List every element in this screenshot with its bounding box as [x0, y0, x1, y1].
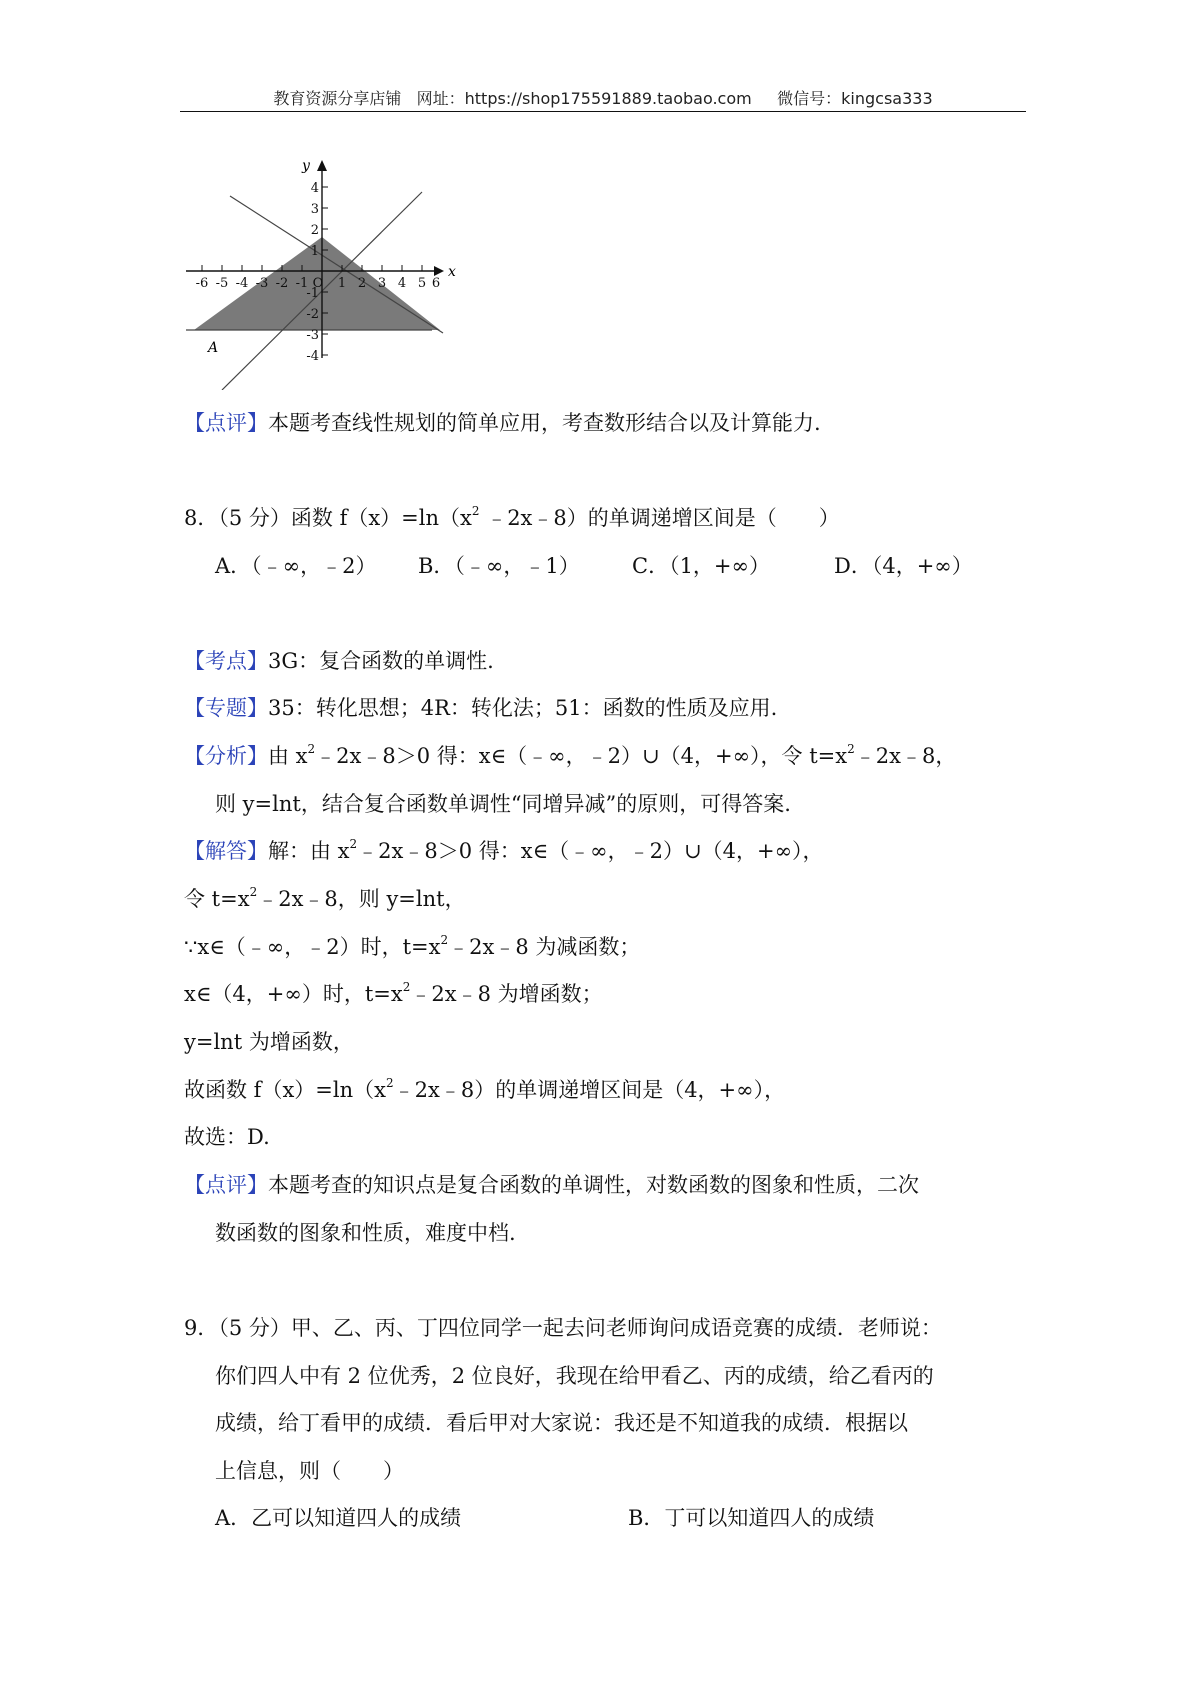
- y-tick-label: 2: [310, 223, 319, 238]
- fenxi-text: ﹣2x﹣8，: [854, 744, 957, 768]
- review-tag: 【点评】: [184, 411, 268, 435]
- solution-text: ﹣2x﹣8 为减函数；: [448, 935, 641, 959]
- q9-stem-line2: 你们四人中有 2 位优秀，2 位良好，我现在给甲看乙、丙的成绩，给乙看丙的: [215, 1364, 934, 1388]
- q9-stem-line1: 9．（5 分）甲、乙、丙、丁四位同学一起去问老师询问成语竞赛的成绩．老师说：: [184, 1316, 942, 1340]
- q8-answer: 故选：D.: [184, 1125, 270, 1149]
- q8-jieda: [184, 836, 824, 866]
- x-tick-label: -1: [295, 276, 309, 291]
- fenxi-text: 由 x: [268, 744, 308, 768]
- x-tick-label: -3: [255, 276, 269, 291]
- x-tick-label: -6: [195, 276, 209, 291]
- q8-option-b: B．（﹣∞，﹣1）: [418, 554, 580, 578]
- superscript: 2: [307, 742, 316, 756]
- q8-kaodian: [184, 646, 494, 676]
- solution-text: 故函数 f（x）=ln（x: [184, 1078, 386, 1102]
- q8-option-a: A．（﹣∞，﹣2）: [215, 554, 377, 578]
- jieda-text: 解：由 x: [268, 839, 350, 863]
- superscript: 2: [249, 885, 258, 899]
- jieda-tag: 【解答】: [184, 839, 268, 863]
- solution-text: ∵x∈（﹣∞，﹣2）时，t=x: [184, 935, 441, 959]
- x-tick-label: -5: [215, 276, 229, 291]
- y-tick-label: 3: [310, 202, 319, 217]
- review-text: 本题考查线性规划的简单应用，考查数形结合以及计算能力.: [268, 411, 821, 435]
- x-tick-label: -2: [275, 276, 289, 291]
- fenxi-text: ﹣2x﹣8＞0 得：x∈（﹣∞，﹣2）∪（4，+∞），令 t=x: [315, 744, 848, 768]
- q8-solution-line: y=lnt 为增函数，: [184, 1030, 354, 1054]
- fenxi-tag: 【分析】: [184, 744, 268, 768]
- x-tick-label: 4: [397, 276, 407, 291]
- q9-options: [215, 1503, 874, 1533]
- kaodian-tag: 【考点】: [184, 649, 268, 673]
- solution-text: ﹣2x﹣8，则 y=lnt，: [257, 887, 466, 911]
- superscript: 2: [440, 933, 449, 947]
- point-a-label: A: [208, 340, 219, 356]
- x-tick-label: 2: [357, 276, 367, 291]
- x-axis-label: x: [448, 264, 456, 280]
- q8-solution-line: [184, 1075, 785, 1105]
- solution-text: ﹣2x﹣8）的单调递增区间是（4，+∞），: [393, 1078, 786, 1102]
- solution-text: ﹣2x﹣8 为增函数；: [410, 982, 603, 1006]
- q9-option-b: B．丁可以知道四人的成绩: [628, 1506, 875, 1530]
- x-tick-label: 3: [377, 276, 387, 291]
- q9-stem-line3: 成绩，给丁看甲的成绩．看后甲对大家说：我还是不知道我的成绩．根据以: [215, 1411, 908, 1435]
- q8-stem-text: ﹣2x﹣8）的单调递增区间是（ ）: [479, 506, 840, 530]
- jieda-text: ﹣2x﹣8＞0 得：x∈（﹣∞，﹣2）∪（4，+∞），: [357, 839, 824, 863]
- q8-options: [215, 551, 973, 581]
- origin-label: O: [312, 276, 324, 291]
- q8-solution-line: [184, 884, 466, 914]
- x-axis-arrow: [434, 266, 444, 276]
- q8-review: [184, 1170, 919, 1200]
- review-text: 本题考查的知识点是复合函数的单调性，对数函数的图象和性质，二次: [268, 1173, 919, 1197]
- q8-fenxi-line2: 则 y=lnt，结合复合函数单调性“同增异减”的原则，可得答案.: [215, 792, 791, 816]
- q8-option-c: C．（1，+∞）: [632, 554, 771, 578]
- y-tick-label: -4: [306, 349, 319, 364]
- q8-zhuanti: [184, 693, 777, 723]
- review-tag: 【点评】: [184, 1173, 268, 1197]
- header-rule: [180, 111, 1026, 112]
- solution-text: x∈（4，+∞）时，t=x: [184, 982, 403, 1006]
- x-tick-label: 5: [417, 276, 427, 291]
- kaodian-text: 3G：复合函数的单调性.: [268, 649, 494, 673]
- q8-stem: [184, 503, 840, 533]
- y-tick-label: -1: [306, 286, 319, 301]
- page-header: 教育资源分享店铺 网址：https://shop175591889.taobao.com 微信号：kingcsa333: [273, 89, 933, 108]
- q8-review-line2: 数函数的图象和性质，难度中档.: [215, 1221, 516, 1245]
- x-tick-label: 6: [431, 276, 441, 291]
- q8-solution-line: [184, 979, 603, 1009]
- zhuanti-tag: 【专题】: [184, 696, 268, 720]
- q9-option-a: A．乙可以知道四人的成绩: [215, 1506, 462, 1530]
- feasible-region-graph: [186, 158, 456, 390]
- y-tick-label: 1: [310, 244, 319, 259]
- q7-review: [184, 408, 821, 438]
- superscript: 2: [385, 1076, 394, 1090]
- q9-stem-line4: 上信息，则（ ）: [215, 1459, 404, 1483]
- superscript: 2: [402, 980, 411, 994]
- q8-solution-line: [184, 932, 640, 962]
- zhuanti-text: 35：转化思想；4R：转化法；51：函数的性质及应用.: [268, 696, 778, 720]
- q8-stem-text: 8．（5 分）函数 f（x）=ln（x: [184, 506, 472, 530]
- y-tick-label: -2: [306, 307, 319, 322]
- y-tick-label: -3: [306, 328, 319, 343]
- y-tick-label: 4: [310, 181, 319, 196]
- q8-fenxi: [184, 741, 956, 771]
- x-tick-label: 1: [337, 276, 347, 291]
- y-axis-label: y: [302, 158, 310, 174]
- x-tick-label: -4: [235, 276, 249, 291]
- solution-text: 令 t=x: [184, 887, 250, 911]
- superscript: 2: [349, 837, 358, 851]
- y-axis-arrow: [317, 160, 327, 171]
- q8-option-d: D．（4，+∞）: [834, 554, 973, 578]
- superscript: 2: [471, 504, 480, 518]
- superscript: 2: [847, 742, 855, 756]
